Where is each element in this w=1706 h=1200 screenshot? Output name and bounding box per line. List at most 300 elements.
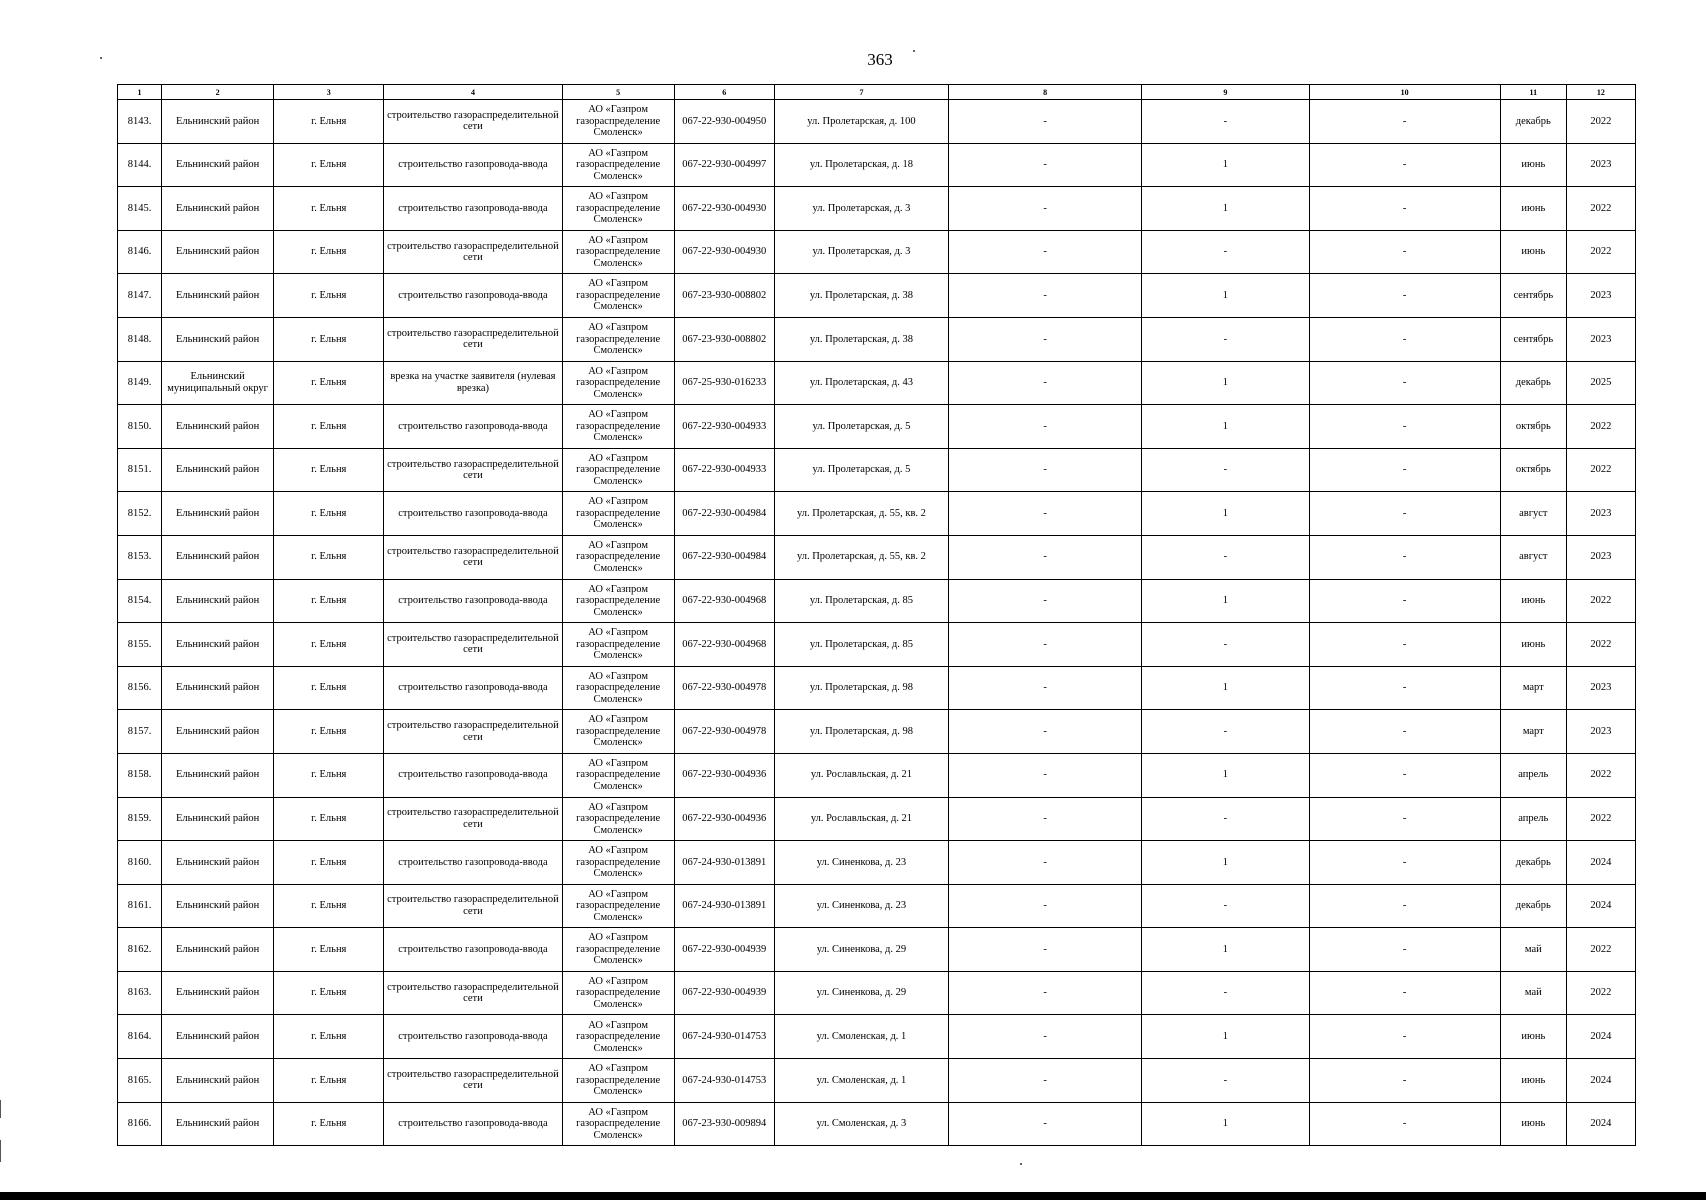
cell-col-8-value: - (949, 535, 1142, 579)
cell-col-9-value: 1 (1142, 361, 1309, 405)
cell-month: октябрь (1500, 448, 1566, 492)
cell-col-8-value: - (949, 317, 1142, 361)
cell-year: 2025 (1566, 361, 1635, 405)
cell-organization: АО «Газпром газораспределение Смоленск» (562, 753, 674, 797)
cell-work-type: строительство газопровода-ввода (384, 841, 562, 885)
cell-district: Ельнинский район (162, 1102, 274, 1146)
cell-organization: АО «Газпром газораспределение Смоленск» (562, 317, 674, 361)
cell-year: 2023 (1566, 666, 1635, 710)
cell-month: апрель (1500, 797, 1566, 841)
cell-district: Ельнинский район (162, 317, 274, 361)
column-header-9: 9 (1142, 85, 1309, 100)
cell-col-9-value: - (1142, 797, 1309, 841)
cell-col-9-value: 1 (1142, 143, 1309, 187)
cell-col-8-value: - (949, 1102, 1142, 1146)
cell-row-number: 8155. (118, 623, 162, 667)
cell-col-9-value: 1 (1142, 579, 1309, 623)
cell-row-number: 8146. (118, 230, 162, 274)
cell-address: ул. Смоленская, д. 1 (774, 1015, 948, 1059)
cell-col-10-value: - (1309, 317, 1500, 361)
cell-year: 2022 (1566, 187, 1635, 231)
cell-year: 2022 (1566, 579, 1635, 623)
cell-col-8-value: - (949, 448, 1142, 492)
cell-row-number: 8166. (118, 1102, 162, 1146)
cell-district: Ельнинский район (162, 666, 274, 710)
table-row (118, 230, 1636, 274)
cell-contract-number: 067-24-930-014753 (674, 1059, 774, 1103)
cell-month: май (1500, 928, 1566, 972)
cell-organization: АО «Газпром газораспределение Смоленск» (562, 361, 674, 405)
cell-col-8-value: - (949, 361, 1142, 405)
cell-contract-number: 067-22-930-004939 (674, 928, 774, 972)
cell-district: Ельнинский район (162, 405, 274, 449)
cell-contract-number: 067-22-930-004968 (674, 623, 774, 667)
cell-row-number: 8144. (118, 143, 162, 187)
cell-col-10-value: - (1309, 448, 1500, 492)
cell-row-number: 8150. (118, 405, 162, 449)
table-row (118, 928, 1636, 972)
cell-col-9-value: - (1142, 230, 1309, 274)
cell-work-type: строительство газораспределительной сети (384, 1059, 562, 1103)
cell-year: 2022 (1566, 797, 1635, 841)
cell-col-8-value: - (949, 187, 1142, 231)
table-body (118, 100, 1636, 1146)
table-row (118, 1102, 1636, 1146)
cell-col-10-value: - (1309, 666, 1500, 710)
table-row (118, 405, 1636, 449)
table-row (118, 492, 1636, 536)
cell-organization: АО «Газпром газораспределение Смоленск» (562, 492, 674, 536)
cell-settlement: г. Ельня (274, 535, 384, 579)
cell-month: июнь (1500, 230, 1566, 274)
cell-contract-number: 067-22-930-004978 (674, 666, 774, 710)
table-row (118, 884, 1636, 928)
cell-district: Ельнинский район (162, 928, 274, 972)
cell-col-9-value: - (1142, 317, 1309, 361)
cell-row-number: 8152. (118, 492, 162, 536)
cell-row-number: 8162. (118, 928, 162, 972)
cell-district: Ельнинский район (162, 143, 274, 187)
table-row (118, 1059, 1636, 1103)
cell-settlement: г. Ельня (274, 492, 384, 536)
cell-address: ул. Синенкова, д. 23 (774, 841, 948, 885)
cell-col-9-value: 1 (1142, 928, 1309, 972)
cell-settlement: г. Ельня (274, 187, 384, 231)
cell-address: ул. Синенкова, д. 29 (774, 928, 948, 972)
table-row (118, 274, 1636, 318)
cell-col-8-value: - (949, 579, 1142, 623)
cell-address: ул. Пролетарская, д. 98 (774, 710, 948, 754)
cell-work-type: строительство газораспределительной сети (384, 448, 562, 492)
cell-district: Ельнинский муниципальный округ (162, 361, 274, 405)
cell-address: ул. Пролетарская, д. 3 (774, 230, 948, 274)
cell-year: 2022 (1566, 623, 1635, 667)
cell-col-10-value: - (1309, 928, 1500, 972)
cell-organization: АО «Газпром газораспределение Смоленск» (562, 579, 674, 623)
cell-row-number: 8149. (118, 361, 162, 405)
cell-row-number: 8143. (118, 100, 162, 144)
cell-month: август (1500, 492, 1566, 536)
cell-col-10-value: - (1309, 1059, 1500, 1103)
cell-col-8-value: - (949, 230, 1142, 274)
cell-row-number: 8163. (118, 971, 162, 1015)
cell-work-type: строительство газопровода-ввода (384, 753, 562, 797)
cell-address: ул. Пролетарская, д. 98 (774, 666, 948, 710)
column-header-7: 7 (774, 85, 948, 100)
cell-col-10-value: - (1309, 841, 1500, 885)
cell-settlement: г. Ельня (274, 274, 384, 318)
cell-organization: АО «Газпром газораспределение Смоленск» (562, 623, 674, 667)
cell-col-8-value: - (949, 797, 1142, 841)
cell-address: ул. Синенкова, д. 23 (774, 884, 948, 928)
cell-year: 2022 (1566, 100, 1635, 144)
cell-col-8-value: - (949, 1015, 1142, 1059)
cell-work-type: строительство газораспределительной сети (384, 100, 562, 144)
cell-year: 2024 (1566, 1059, 1635, 1103)
cell-year: 2022 (1566, 230, 1635, 274)
cell-address: ул. Синенкова, д. 29 (774, 971, 948, 1015)
cell-contract-number: 067-23-930-009894 (674, 1102, 774, 1146)
cell-year: 2023 (1566, 143, 1635, 187)
cell-address: ул. Пролетарская, д. 18 (774, 143, 948, 187)
cell-contract-number: 067-22-930-004933 (674, 448, 774, 492)
cell-col-8-value: - (949, 623, 1142, 667)
cell-contract-number: 067-22-930-004978 (674, 710, 774, 754)
cell-address: ул. Пролетарская, д. 5 (774, 405, 948, 449)
cell-settlement: г. Ельня (274, 1102, 384, 1146)
table-row (118, 143, 1636, 187)
cell-organization: АО «Газпром газораспределение Смоленск» (562, 1059, 674, 1103)
cell-organization: АО «Газпром газораспределение Смоленск» (562, 1015, 674, 1059)
cell-work-type: строительство газопровода-ввода (384, 274, 562, 318)
cell-organization: АО «Газпром газораспределение Смоленск» (562, 666, 674, 710)
cell-col-10-value: - (1309, 797, 1500, 841)
cell-month: июнь (1500, 623, 1566, 667)
cell-col-10-value: - (1309, 1015, 1500, 1059)
cell-contract-number: 067-22-930-004936 (674, 753, 774, 797)
cell-organization: АО «Газпром газораспределение Смоленск» (562, 535, 674, 579)
cell-district: Ельнинский район (162, 492, 274, 536)
cell-district: Ельнинский район (162, 753, 274, 797)
cell-work-type: строительство газопровода-ввода (384, 187, 562, 231)
cell-col-8-value: - (949, 100, 1142, 144)
table-row (118, 666, 1636, 710)
cell-month: август (1500, 535, 1566, 579)
cell-work-type: строительство газораспределительной сети (384, 884, 562, 928)
cell-contract-number: 067-22-930-004950 (674, 100, 774, 144)
cell-col-9-value: 1 (1142, 492, 1309, 536)
cell-contract-number: 067-22-930-004984 (674, 535, 774, 579)
cell-year: 2024 (1566, 1102, 1635, 1146)
cell-month: июнь (1500, 1015, 1566, 1059)
cell-contract-number: 067-25-930-016233 (674, 361, 774, 405)
cell-address: ул. Пролетарская, д. 85 (774, 623, 948, 667)
cell-month: сентябрь (1500, 274, 1566, 318)
cell-work-type: строительство газораспределительной сети (384, 230, 562, 274)
cell-settlement: г. Ельня (274, 230, 384, 274)
cell-year: 2023 (1566, 492, 1635, 536)
cell-organization: АО «Газпром газораспределение Смоленск» (562, 1102, 674, 1146)
cell-month: июнь (1500, 579, 1566, 623)
column-header-12: 12 (1566, 85, 1635, 100)
cell-work-type: строительство газопровода-ввода (384, 492, 562, 536)
cell-work-type: строительство газораспределительной сети (384, 710, 562, 754)
cell-settlement: г. Ельня (274, 884, 384, 928)
table-row (118, 187, 1636, 231)
cell-settlement: г. Ельня (274, 971, 384, 1015)
cell-address: ул. Пролетарская, д. 38 (774, 317, 948, 361)
cell-work-type: строительство газопровода-ввода (384, 405, 562, 449)
cell-col-9-value: 1 (1142, 1015, 1309, 1059)
cell-col-10-value: - (1309, 143, 1500, 187)
cell-settlement: г. Ельня (274, 361, 384, 405)
cell-address: ул. Пролетарская, д. 55, кв. 2 (774, 492, 948, 536)
cell-district: Ельнинский район (162, 579, 274, 623)
cell-col-9-value: - (1142, 710, 1309, 754)
cell-settlement: г. Ельня (274, 710, 384, 754)
cell-address: ул. Рославльская, д. 21 (774, 753, 948, 797)
cell-district: Ельнинский район (162, 187, 274, 231)
cell-year: 2024 (1566, 884, 1635, 928)
cell-row-number: 8157. (118, 710, 162, 754)
column-header-5: 5 (562, 85, 674, 100)
cell-row-number: 8156. (118, 666, 162, 710)
cell-organization: АО «Газпром газораспределение Смоленск» (562, 448, 674, 492)
cell-col-9-value: - (1142, 884, 1309, 928)
cell-col-10-value: - (1309, 361, 1500, 405)
scan-margin-mark (0, 1140, 1, 1162)
cell-contract-number: 067-24-930-014753 (674, 1015, 774, 1059)
table-row (118, 623, 1636, 667)
cell-col-9-value: - (1142, 1059, 1309, 1103)
scan-speck (1020, 1163, 1022, 1165)
cell-col-10-value: - (1309, 100, 1500, 144)
table-row (118, 753, 1636, 797)
cell-col-8-value: - (949, 666, 1142, 710)
column-header-10: 10 (1309, 85, 1500, 100)
cell-col-10-value: - (1309, 710, 1500, 754)
cell-month: март (1500, 666, 1566, 710)
column-header-6: 6 (674, 85, 774, 100)
cell-col-9-value: 1 (1142, 841, 1309, 885)
cell-district: Ельнинский район (162, 230, 274, 274)
cell-col-10-value: - (1309, 274, 1500, 318)
cell-row-number: 8153. (118, 535, 162, 579)
cell-address: ул. Пролетарская, д. 100 (774, 100, 948, 144)
cell-organization: АО «Газпром газораспределение Смоленск» (562, 187, 674, 231)
cell-district: Ельнинский район (162, 1059, 274, 1103)
cell-col-10-value: - (1309, 405, 1500, 449)
cell-col-9-value: 1 (1142, 187, 1309, 231)
cell-settlement: г. Ельня (274, 1059, 384, 1103)
cell-district: Ельнинский район (162, 623, 274, 667)
cell-month: апрель (1500, 753, 1566, 797)
page-number: 363 (867, 50, 893, 69)
cell-address: ул. Рославльская, д. 21 (774, 797, 948, 841)
cell-col-9-value: 1 (1142, 274, 1309, 318)
cell-col-10-value: - (1309, 971, 1500, 1015)
cell-row-number: 8147. (118, 274, 162, 318)
cell-month: июнь (1500, 1102, 1566, 1146)
cell-settlement: г. Ельня (274, 448, 384, 492)
cell-year: 2022 (1566, 971, 1635, 1015)
cell-organization: АО «Газпром газораспределение Смоленск» (562, 274, 674, 318)
cell-settlement: г. Ельня (274, 841, 384, 885)
cell-col-10-value: - (1309, 753, 1500, 797)
cell-col-10-value: - (1309, 579, 1500, 623)
cell-col-10-value: - (1309, 230, 1500, 274)
cell-month: май (1500, 971, 1566, 1015)
cell-col-8-value: - (949, 143, 1142, 187)
cell-col-8-value: - (949, 1059, 1142, 1103)
cell-organization: АО «Газпром газораспределение Смоленск» (562, 971, 674, 1015)
cell-contract-number: 067-22-930-004930 (674, 187, 774, 231)
cell-district: Ельнинский район (162, 884, 274, 928)
scan-bottom-edge (0, 1192, 1706, 1200)
cell-district: Ельнинский район (162, 841, 274, 885)
cell-district: Ельнинский район (162, 797, 274, 841)
cell-month: сентябрь (1500, 317, 1566, 361)
cell-work-type: строительство газопровода-ввода (384, 579, 562, 623)
gas-connection-registry-table (117, 84, 1636, 1146)
cell-work-type: строительство газопровода-ввода (384, 928, 562, 972)
cell-district: Ельнинский район (162, 274, 274, 318)
column-header-3: 3 (274, 85, 384, 100)
cell-year: 2023 (1566, 535, 1635, 579)
cell-address: ул. Пролетарская, д. 85 (774, 579, 948, 623)
cell-row-number: 8151. (118, 448, 162, 492)
cell-work-type: строительство газораспределительной сети (384, 535, 562, 579)
cell-month: июнь (1500, 187, 1566, 231)
cell-row-number: 8161. (118, 884, 162, 928)
cell-organization: АО «Газпром газораспределение Смоленск» (562, 928, 674, 972)
cell-col-10-value: - (1309, 623, 1500, 667)
cell-col-8-value: - (949, 753, 1142, 797)
cell-work-type: строительство газопровода-ввода (384, 666, 562, 710)
cell-address: ул. Пролетарская, д. 5 (774, 448, 948, 492)
cell-col-9-value: - (1142, 535, 1309, 579)
cell-col-9-value: 1 (1142, 666, 1309, 710)
cell-settlement: г. Ельня (274, 317, 384, 361)
cell-work-type: строительство газопровода-ввода (384, 1102, 562, 1146)
cell-col-8-value: - (949, 884, 1142, 928)
cell-settlement: г. Ельня (274, 623, 384, 667)
cell-contract-number: 067-22-930-004930 (674, 230, 774, 274)
cell-district: Ельнинский район (162, 710, 274, 754)
cell-month: июнь (1500, 1059, 1566, 1103)
cell-col-8-value: - (949, 405, 1142, 449)
cell-work-type: врезка на участке заявителя (нулевая врезка) (384, 361, 562, 405)
cell-contract-number: 067-23-930-008802 (674, 274, 774, 318)
cell-district: Ельнинский район (162, 971, 274, 1015)
column-header-11: 11 (1500, 85, 1566, 100)
cell-row-number: 8145. (118, 187, 162, 231)
cell-col-8-value: - (949, 710, 1142, 754)
cell-organization: АО «Газпром газораспределение Смоленск» (562, 884, 674, 928)
cell-settlement: г. Ельня (274, 666, 384, 710)
cell-col-9-value: 1 (1142, 405, 1309, 449)
table-row (118, 317, 1636, 361)
cell-work-type: строительство газораспределительной сети (384, 623, 562, 667)
cell-address: ул. Пролетарская, д. 43 (774, 361, 948, 405)
cell-month: декабрь (1500, 361, 1566, 405)
cell-settlement: г. Ельня (274, 753, 384, 797)
cell-row-number: 8164. (118, 1015, 162, 1059)
cell-address: ул. Пролетарская, д. 3 (774, 187, 948, 231)
cell-row-number: 8154. (118, 579, 162, 623)
cell-settlement: г. Ельня (274, 100, 384, 144)
cell-contract-number: 067-22-930-004968 (674, 579, 774, 623)
cell-contract-number: 067-24-930-013891 (674, 884, 774, 928)
scan-speck (100, 57, 102, 59)
cell-col-10-value: - (1309, 187, 1500, 231)
cell-address: ул. Пролетарская, д. 38 (774, 274, 948, 318)
cell-year: 2022 (1566, 405, 1635, 449)
table-row (118, 448, 1636, 492)
cell-row-number: 8165. (118, 1059, 162, 1103)
cell-year: 2023 (1566, 710, 1635, 754)
cell-col-8-value: - (949, 274, 1142, 318)
cell-year: 2022 (1566, 448, 1635, 492)
cell-address: ул. Пролетарская, д. 55, кв. 2 (774, 535, 948, 579)
cell-year: 2022 (1566, 753, 1635, 797)
cell-organization: АО «Газпром газораспределение Смоленск» (562, 143, 674, 187)
cell-col-9-value: - (1142, 623, 1309, 667)
cell-col-8-value: - (949, 492, 1142, 536)
cell-address: ул. Смоленская, д. 3 (774, 1102, 948, 1146)
cell-organization: АО «Газпром газораспределение Смоленск» (562, 797, 674, 841)
cell-settlement: г. Ельня (274, 405, 384, 449)
cell-contract-number: 067-22-930-004936 (674, 797, 774, 841)
cell-contract-number: 067-22-930-004939 (674, 971, 774, 1015)
cell-year: 2023 (1566, 274, 1635, 318)
cell-contract-number: 067-22-930-004997 (674, 143, 774, 187)
column-header-4: 4 (384, 85, 562, 100)
table-row (118, 100, 1636, 144)
table-row (118, 535, 1636, 579)
cell-contract-number: 067-22-930-004984 (674, 492, 774, 536)
cell-settlement: г. Ельня (274, 797, 384, 841)
cell-month: декабрь (1500, 884, 1566, 928)
cell-settlement: г. Ельня (274, 928, 384, 972)
cell-district: Ельнинский район (162, 535, 274, 579)
cell-year: 2024 (1566, 841, 1635, 885)
table-row (118, 579, 1636, 623)
cell-row-number: 8159. (118, 797, 162, 841)
cell-col-9-value: 1 (1142, 753, 1309, 797)
cell-year: 2024 (1566, 1015, 1635, 1059)
cell-work-type: строительство газораспределительной сети (384, 971, 562, 1015)
cell-contract-number: 067-24-930-013891 (674, 841, 774, 885)
cell-district: Ельнинский район (162, 1015, 274, 1059)
cell-col-10-value: - (1309, 884, 1500, 928)
cell-work-type: строительство газопровода-ввода (384, 143, 562, 187)
cell-col-10-value: - (1309, 535, 1500, 579)
cell-row-number: 8160. (118, 841, 162, 885)
cell-col-8-value: - (949, 928, 1142, 972)
cell-organization: АО «Газпром газораспределение Смоленск» (562, 230, 674, 274)
cell-contract-number: 067-22-930-004933 (674, 405, 774, 449)
column-header-2: 2 (162, 85, 274, 100)
table-row (118, 841, 1636, 885)
cell-settlement: г. Ельня (274, 143, 384, 187)
cell-col-9-value: 1 (1142, 1102, 1309, 1146)
cell-col-10-value: - (1309, 1102, 1500, 1146)
cell-settlement: г. Ельня (274, 1015, 384, 1059)
scan-speck (913, 50, 915, 52)
cell-settlement: г. Ельня (274, 579, 384, 623)
cell-month: июнь (1500, 143, 1566, 187)
